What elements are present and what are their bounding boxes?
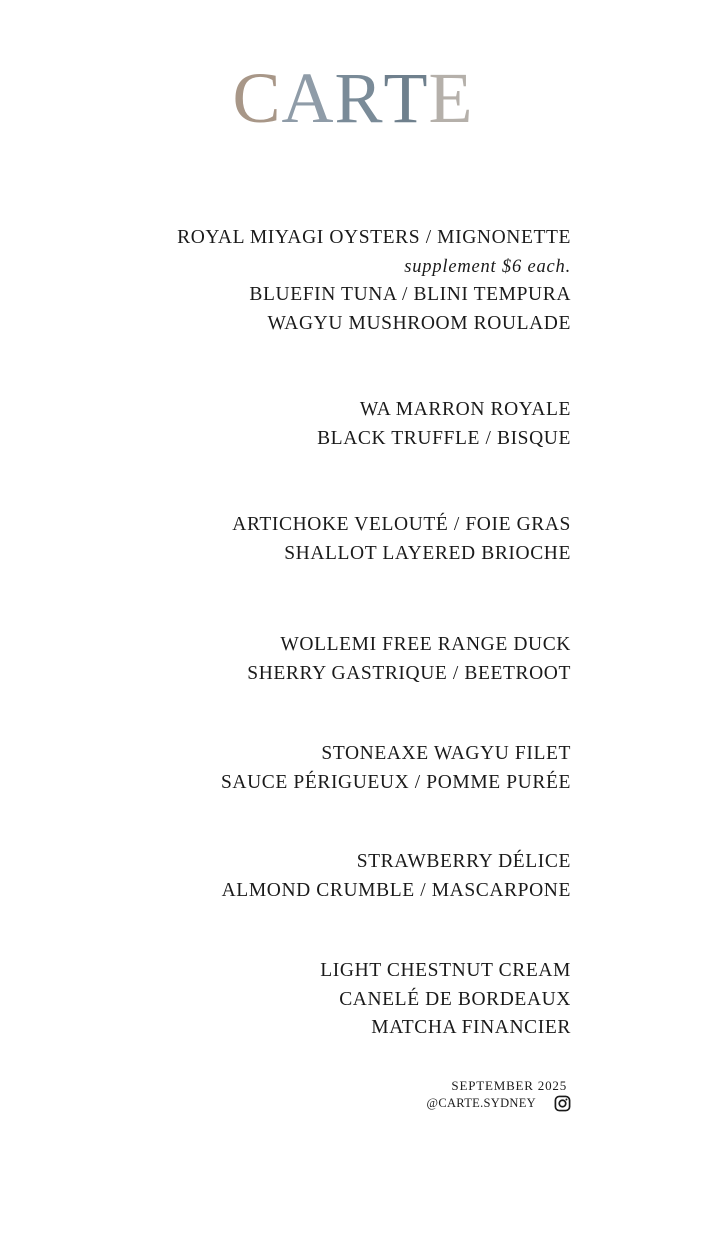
course-1 <box>177 224 571 338</box>
menu-line: WA MARRON ROYALE <box>359 399 571 420</box>
menu-line: MATCHA FINANCIER <box>371 1017 571 1038</box>
menu-line: STRAWBERRY DÉLICE <box>356 851 571 872</box>
course-2 <box>317 396 571 453</box>
course-3 <box>232 511 571 568</box>
menu-line: SHERRY GASTRIQUE / BEETROOT <box>247 662 571 684</box>
supplement-note: supplement $6 each. <box>404 256 571 277</box>
menu-line: ARTICHOKE VELOUTÉ / FOIE GRAS <box>232 514 571 535</box>
logo-letter: A <box>281 58 335 138</box>
course-5 <box>221 740 571 797</box>
logo-letter: T <box>383 58 429 138</box>
instagram-icon[interactable] <box>554 1095 571 1112</box>
social-row <box>427 1095 567 1112</box>
menu-date: SEPTEMBER 2025 <box>451 1078 567 1093</box>
carte-logo <box>0 58 706 138</box>
menu-footer <box>427 1077 567 1112</box>
menu-line: BLACK TRUFFLE / BISQUE <box>317 427 571 449</box>
instagram-handle[interactable]: @CARTE.SYDNEY <box>426 1096 536 1110</box>
menu-line: CANELÉ DE BORDEAUX <box>339 988 571 1010</box>
course-6 <box>222 848 571 905</box>
logo-letter: C <box>232 58 282 138</box>
menu-line: SHALLOT LAYERED BRIOCHE <box>284 542 571 564</box>
menu-line: ALMOND CRUMBLE / MASCARPONE <box>221 879 571 901</box>
menu-line: SAUCE PÉRIGUEUX / POMME PURÉE <box>220 771 571 793</box>
course-4 <box>247 631 571 688</box>
course-7 <box>320 957 571 1043</box>
menu-line: WOLLEMI FREE RANGE DUCK <box>280 634 571 655</box>
logo-letter: E <box>428 58 474 138</box>
menu-line: BLUEFIN TUNA / BLINI TEMPURA <box>249 284 571 305</box>
menu-line: WAGYU MUSHROOM ROULADE <box>267 312 571 334</box>
menu-line: STONEAXE WAGYU FILET <box>321 743 571 764</box>
logo-letter: R <box>334 58 384 138</box>
menu-line: ROYAL MIYAGI OYSTERS / MIGNONETTE <box>177 227 571 248</box>
menu-line: LIGHT CHESTNUT CREAM <box>320 960 571 981</box>
